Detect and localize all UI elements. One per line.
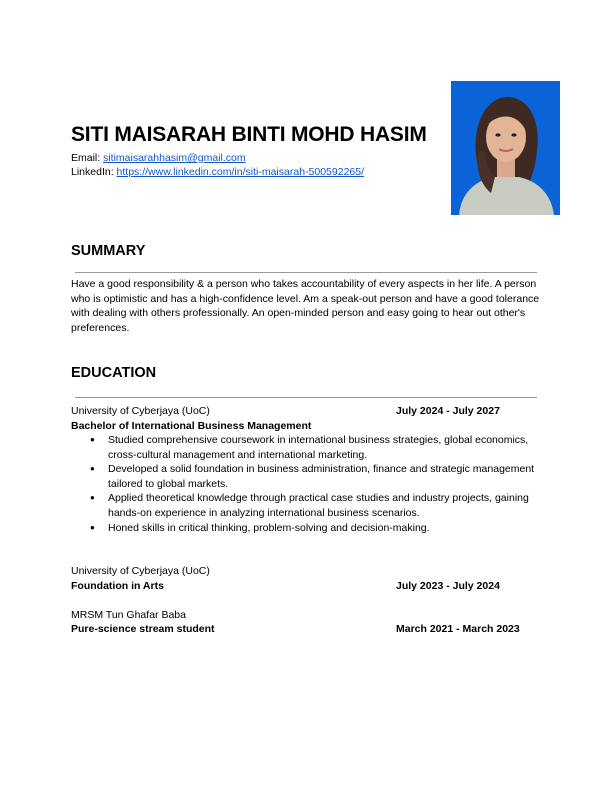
degree-title: Bachelor of International Business Management bbox=[71, 420, 312, 432]
candidate-name: SITI MAISARAH BINTI MOHD HASIM bbox=[71, 123, 427, 146]
education-heading: EDUCATION bbox=[71, 365, 157, 381]
person-portrait-icon bbox=[451, 81, 560, 215]
degree-title: Foundation in Arts bbox=[71, 580, 164, 592]
summary-divider bbox=[75, 272, 537, 273]
summary-heading: SUMMARY bbox=[71, 243, 146, 259]
education-divider bbox=[75, 397, 537, 398]
bullet-item: ● Developed a solid foundation in business administration, finance and strategic management tailored to global markets. bbox=[71, 462, 541, 491]
education-entry-3-header bbox=[71, 622, 541, 637]
email-label: Email: bbox=[71, 152, 104, 164]
linkedin-label: LinkedIn: bbox=[71, 166, 117, 178]
bullet-item: ● Studied comprehensive coursework in international business strategies, global economics, cross-cultural management and international marketing. bbox=[71, 433, 541, 462]
education-entry-1-header bbox=[71, 404, 541, 419]
email-line bbox=[71, 151, 246, 165]
linkedin-link[interactable]: https://www.linkedin.com/in/siti-maisarah-500592265/ bbox=[116, 166, 364, 178]
education-entry-1-bullets bbox=[71, 433, 541, 535]
linkedin-line bbox=[71, 165, 364, 179]
email-link[interactable]: sitimaisarahhasim@gmail.com bbox=[103, 152, 246, 164]
date-range: July 2024 - July 2027 bbox=[396, 405, 500, 417]
institution-name: University of Cyberjaya (UoC) bbox=[71, 405, 210, 417]
profile-photo bbox=[451, 81, 560, 215]
degree-title: Pure-science stream student bbox=[71, 623, 215, 635]
institution-name: University of Cyberjaya (UoC) bbox=[71, 565, 210, 577]
bullet-item: ● Applied theoretical knowledge through practical case studies and industry projects, gaining hands-on experience in analyzing international business scenarios. bbox=[71, 491, 541, 520]
institution-name: MRSM Tun Ghafar Baba bbox=[71, 609, 186, 621]
education-entry-2-header bbox=[71, 579, 541, 594]
date-range: July 2023 - July 2024 bbox=[396, 580, 500, 592]
bullet-item: ● Honed skills in critical thinking, problem-solving and decision-making. bbox=[71, 521, 541, 536]
date-range: March 2021 - March 2023 bbox=[396, 623, 520, 635]
summary-text: Have a good responsibility & a person who takes accountability of every aspects in her life. A person who is optimistic and has a high-confidence level. Am a speak-out person and have a good tolerance with dealing with others professionally. An open-minded person and easy going to hear out other's preferences. bbox=[71, 278, 540, 334]
